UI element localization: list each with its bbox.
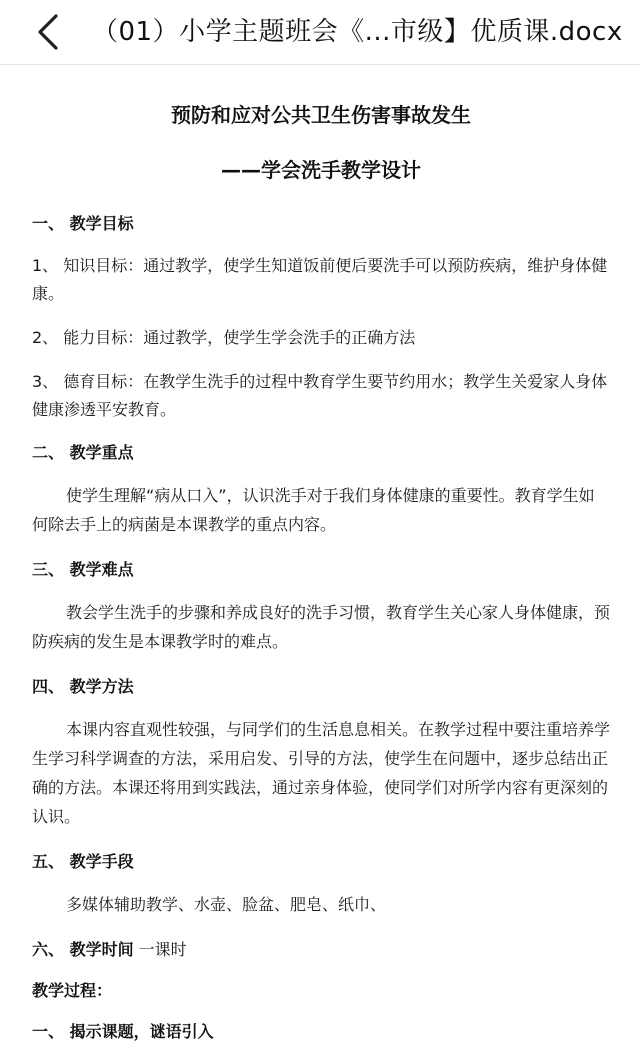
goal-item-ability: 2、 能力目标：通过教学，使学生学会洗手的正确方法 (32, 328, 416, 347)
difficulties-text: 教会学生洗手的步骤和养成良好的洗手习惯，教育学生关心家人身体健康，预防疾病的发生是本课教学时的难点。 (32, 603, 611, 651)
time-heading-label: 六、 教学时间 (32, 940, 134, 959)
back-button[interactable] (18, 0, 78, 64)
goal-item-knowledge: 1、 知识目标：通过教学，使学生知道饭前便后要洗手可以预防疾病，维护身体健康。 (32, 256, 608, 303)
chevron-left-icon (37, 14, 59, 50)
section-heading-step1: 一、 揭示课题，谜语引入 (32, 1022, 214, 1041)
time-value: 一课时 (133, 940, 187, 959)
document-body (0, 65, 640, 1042)
section-heading-means: 五、 教学手段 (32, 852, 134, 871)
document-title: 预防和应对公共卫生伤害事故发生 (171, 103, 471, 127)
section-heading-methods: 四、 教学方法 (32, 677, 134, 696)
section-heading-time (32, 937, 610, 960)
document-subtitle: ——学会洗手教学设计 (221, 158, 421, 182)
methods-text: 本课内容直观性较强，与同学们的生活息息相关。在教学过程中要注重培养学生学习科学调查的方法，采用启发、引导的方法，使学生在问题中，逐步总结出正确的方法。本课还将用到实践法，通过亲身体验，使同学们对所学内容有更深刻的认识。 (32, 720, 611, 826)
means-text: 多媒体辅助教学、水壶、脸盆、肥皂、纸巾、 (66, 895, 387, 914)
app-header (0, 0, 640, 65)
key-points-text: 使学生理解“病从口入”，认识洗手对于我们身体健康的重要性。教育学生如何除去手上的病菌是本课教学的重点内容。 (32, 486, 595, 534)
goal-item-moral: 3、 德育目标：在教学生洗手的过程中教育学生要节约用水；教学生关爱家人身体健康渗透平安教育。 (32, 372, 608, 419)
section-heading-goals: 一、 教学目标 (32, 214, 134, 233)
section-heading-key-points: 二、 教学重点 (32, 443, 134, 462)
section-heading-process: 教学过程： (32, 981, 113, 1000)
document-filename: （01）小学主题班会《...市级】优质课.docx (92, 17, 623, 47)
section-heading-difficulties: 三、 教学难点 (32, 560, 134, 579)
